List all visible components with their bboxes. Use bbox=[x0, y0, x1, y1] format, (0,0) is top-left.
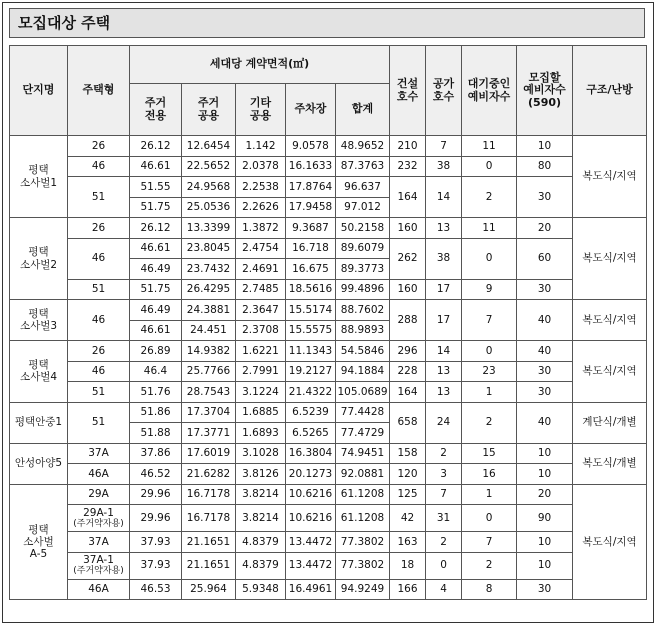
area-total: 89.6079 bbox=[336, 238, 390, 259]
area-total: 97.012 bbox=[336, 197, 390, 218]
area-parking: 13.4472 bbox=[286, 532, 336, 553]
area-exclusive: 51.88 bbox=[130, 423, 182, 444]
area-common: 17.3771 bbox=[182, 423, 236, 444]
house-type-note: (주거약자용) bbox=[73, 518, 124, 529]
area-parking: 16.675 bbox=[286, 259, 336, 280]
built-units: 125 bbox=[390, 484, 426, 505]
waiting-count: 7 bbox=[462, 532, 517, 553]
built-units: 18 bbox=[390, 552, 426, 579]
area-parking: 16.1633 bbox=[286, 156, 336, 177]
table-row bbox=[10, 361, 647, 382]
house-type: 29A bbox=[68, 484, 130, 505]
area-common: 24.3881 bbox=[182, 300, 236, 321]
area-exclusive: 37.93 bbox=[130, 552, 182, 579]
house-type: 26 bbox=[68, 136, 130, 157]
area-total: 50.2158 bbox=[336, 218, 390, 239]
table-row bbox=[10, 279, 647, 300]
area-total: 77.4729 bbox=[336, 423, 390, 444]
vacant-units: 38 bbox=[426, 238, 462, 279]
built-units: 210 bbox=[390, 136, 426, 157]
complex-name: 평택 소사벌4 bbox=[10, 341, 68, 403]
area-common: 14.9382 bbox=[182, 341, 236, 362]
area-common: 17.6019 bbox=[182, 443, 236, 464]
area-total: 99.4896 bbox=[336, 279, 390, 300]
area-exclusive: 46.53 bbox=[130, 579, 182, 600]
header-recruit: 모집할 예비자수 (590) bbox=[517, 46, 573, 136]
area-exclusive: 51.55 bbox=[130, 177, 182, 198]
house-type-note: (주거약자용) bbox=[73, 566, 124, 577]
built-units: 42 bbox=[390, 505, 426, 532]
area-other: 2.4754 bbox=[236, 238, 286, 259]
recruit-count: 40 bbox=[517, 341, 573, 362]
area-other: 2.4691 bbox=[236, 259, 286, 280]
area-other: 2.0378 bbox=[236, 156, 286, 177]
house-type bbox=[68, 552, 130, 579]
area-total: 88.9893 bbox=[336, 320, 390, 341]
area-exclusive: 51.76 bbox=[130, 382, 182, 403]
area-total: 77.4428 bbox=[336, 402, 390, 423]
built-units: 166 bbox=[390, 579, 426, 600]
area-exclusive: 37.93 bbox=[130, 532, 182, 553]
area-common: 25.7766 bbox=[182, 361, 236, 382]
area-exclusive: 46.61 bbox=[130, 238, 182, 259]
area-other: 1.6221 bbox=[236, 341, 286, 362]
area-other: 2.3708 bbox=[236, 320, 286, 341]
area-other: 4.8379 bbox=[236, 552, 286, 579]
area-total: 77.3802 bbox=[336, 552, 390, 579]
page-title: 모집대상 주택 bbox=[9, 8, 645, 38]
area-other: 4.8379 bbox=[236, 532, 286, 553]
table-row bbox=[10, 136, 647, 157]
recruit-count: 10 bbox=[517, 532, 573, 553]
area-parking: 16.3804 bbox=[286, 443, 336, 464]
recruit-count: 80 bbox=[517, 156, 573, 177]
built-units: 164 bbox=[390, 177, 426, 218]
house-type: 51 bbox=[68, 382, 130, 403]
vacant-units: 0 bbox=[426, 552, 462, 579]
vacant-units: 13 bbox=[426, 361, 462, 382]
built-units: 164 bbox=[390, 382, 426, 403]
waiting-count: 2 bbox=[462, 402, 517, 443]
waiting-count: 8 bbox=[462, 579, 517, 600]
area-other: 3.1224 bbox=[236, 382, 286, 403]
recruit-count: 30 bbox=[517, 177, 573, 218]
vacant-units: 24 bbox=[426, 402, 462, 443]
area-exclusive: 51.75 bbox=[130, 197, 182, 218]
header-type: 주택형 bbox=[68, 46, 130, 136]
vacant-units: 4 bbox=[426, 579, 462, 600]
area-common: 26.4295 bbox=[182, 279, 236, 300]
table-row bbox=[10, 156, 647, 177]
area-common: 16.7178 bbox=[182, 484, 236, 505]
area-total: 54.5846 bbox=[336, 341, 390, 362]
area-other: 2.2626 bbox=[236, 197, 286, 218]
waiting-count: 0 bbox=[462, 156, 517, 177]
area-common: 24.9568 bbox=[182, 177, 236, 198]
area-other: 2.2538 bbox=[236, 177, 286, 198]
table-row bbox=[10, 532, 647, 553]
recruit-count: 40 bbox=[517, 402, 573, 443]
vacant-units: 17 bbox=[426, 279, 462, 300]
structure-heating: 복도식/지역 bbox=[573, 300, 647, 341]
complex-name: 평택 소사벌2 bbox=[10, 218, 68, 300]
header-parking: 주차장 bbox=[286, 84, 336, 136]
area-parking: 16.4961 bbox=[286, 579, 336, 600]
area-total: 94.1884 bbox=[336, 361, 390, 382]
recruit-count: 10 bbox=[517, 464, 573, 485]
area-common: 21.1651 bbox=[182, 552, 236, 579]
built-units: 120 bbox=[390, 464, 426, 485]
table-row bbox=[10, 505, 647, 532]
area-other: 3.1028 bbox=[236, 443, 286, 464]
table-row bbox=[10, 300, 647, 321]
area-parking: 15.5174 bbox=[286, 300, 336, 321]
area-common: 23.7432 bbox=[182, 259, 236, 280]
header-structure: 구조/난방 bbox=[573, 46, 647, 136]
table-body bbox=[10, 136, 647, 600]
house-type: 37A bbox=[68, 443, 130, 464]
header-waiting: 대기중인 예비자수 bbox=[462, 46, 517, 136]
area-exclusive: 51.75 bbox=[130, 279, 182, 300]
built-units: 658 bbox=[390, 402, 426, 443]
built-units: 262 bbox=[390, 238, 426, 279]
vacant-units: 7 bbox=[426, 484, 462, 505]
vacant-units: 17 bbox=[426, 300, 462, 341]
waiting-count: 0 bbox=[462, 341, 517, 362]
area-other: 1.6885 bbox=[236, 402, 286, 423]
structure-heating: 복도식/지역 bbox=[573, 136, 647, 218]
table-row bbox=[10, 579, 647, 600]
area-other: 2.7485 bbox=[236, 279, 286, 300]
area-exclusive: 46.61 bbox=[130, 156, 182, 177]
waiting-count: 0 bbox=[462, 505, 517, 532]
area-other: 1.3872 bbox=[236, 218, 286, 239]
vacant-units: 38 bbox=[426, 156, 462, 177]
table-row bbox=[10, 218, 647, 239]
area-other: 5.9348 bbox=[236, 579, 286, 600]
waiting-count: 2 bbox=[462, 552, 517, 579]
area-common: 28.7543 bbox=[182, 382, 236, 403]
built-units: 160 bbox=[390, 279, 426, 300]
vacant-units: 2 bbox=[426, 532, 462, 553]
house-type: 37A bbox=[68, 532, 130, 553]
waiting-count: 16 bbox=[462, 464, 517, 485]
table-row bbox=[10, 382, 647, 403]
recruit-count: 10 bbox=[517, 552, 573, 579]
area-common: 22.5652 bbox=[182, 156, 236, 177]
built-units: 296 bbox=[390, 341, 426, 362]
area-parking: 20.1273 bbox=[286, 464, 336, 485]
table-row bbox=[10, 341, 647, 362]
header-supply: 공가 호수 bbox=[426, 46, 462, 136]
area-common: 13.3399 bbox=[182, 218, 236, 239]
header-exclusive: 주거 전용 bbox=[130, 84, 182, 136]
built-units: 160 bbox=[390, 218, 426, 239]
recruit-count: 40 bbox=[517, 300, 573, 341]
vacant-units: 13 bbox=[426, 382, 462, 403]
house-type: 51 bbox=[68, 402, 130, 443]
house-type: 46 bbox=[68, 156, 130, 177]
waiting-count: 1 bbox=[462, 484, 517, 505]
vacant-units: 2 bbox=[426, 443, 462, 464]
house-type-label: 29A-1 bbox=[83, 506, 114, 519]
area-common: 16.7178 bbox=[182, 505, 236, 532]
vacant-units: 14 bbox=[426, 341, 462, 362]
waiting-count: 7 bbox=[462, 300, 517, 341]
area-exclusive: 46.49 bbox=[130, 300, 182, 321]
recruit-count: 30 bbox=[517, 382, 573, 403]
header-common: 주거 공용 bbox=[182, 84, 236, 136]
header-other: 기타 공용 bbox=[236, 84, 286, 136]
vacant-units: 31 bbox=[426, 505, 462, 532]
house-type-label: 37A-1 bbox=[83, 554, 114, 567]
area-exclusive: 26.89 bbox=[130, 341, 182, 362]
header-complex: 단지명 bbox=[10, 46, 68, 136]
recruit-count: 30 bbox=[517, 361, 573, 382]
area-other: 1.6893 bbox=[236, 423, 286, 444]
recruit-count: 90 bbox=[517, 505, 573, 532]
built-units: 228 bbox=[390, 361, 426, 382]
structure-heating: 복도식/개별 bbox=[573, 443, 647, 484]
table-row bbox=[10, 177, 647, 198]
area-parking: 17.9458 bbox=[286, 197, 336, 218]
built-units: 232 bbox=[390, 156, 426, 177]
area-exclusive: 26.12 bbox=[130, 136, 182, 157]
house-type bbox=[68, 505, 130, 532]
housing-table bbox=[9, 45, 647, 600]
area-common: 25.0536 bbox=[182, 197, 236, 218]
area-total: 105.0689 bbox=[336, 382, 390, 403]
area-parking: 21.4322 bbox=[286, 382, 336, 403]
complex-name: 안성아양5 bbox=[10, 443, 68, 484]
complex-name: 평택안중1 bbox=[10, 402, 68, 443]
house-type: 46 bbox=[68, 300, 130, 341]
area-exclusive: 46.49 bbox=[130, 259, 182, 280]
vacant-units: 7 bbox=[426, 136, 462, 157]
area-parking: 13.4472 bbox=[286, 552, 336, 579]
area-total: 87.3763 bbox=[336, 156, 390, 177]
area-other: 3.8214 bbox=[236, 484, 286, 505]
table-row bbox=[10, 484, 647, 505]
area-parking: 18.5616 bbox=[286, 279, 336, 300]
area-parking: 9.3687 bbox=[286, 218, 336, 239]
built-units: 158 bbox=[390, 443, 426, 464]
area-parking: 19.2127 bbox=[286, 361, 336, 382]
header-built: 건설 호수 bbox=[390, 46, 426, 136]
recruit-count: 30 bbox=[517, 579, 573, 600]
area-common: 21.1651 bbox=[182, 532, 236, 553]
structure-heating: 복도식/지역 bbox=[573, 484, 647, 600]
vacant-units: 14 bbox=[426, 177, 462, 218]
area-other: 2.3647 bbox=[236, 300, 286, 321]
area-exclusive: 46.52 bbox=[130, 464, 182, 485]
area-common: 23.8045 bbox=[182, 238, 236, 259]
area-parking: 15.5575 bbox=[286, 320, 336, 341]
table-row bbox=[10, 238, 647, 259]
area-common: 25.964 bbox=[182, 579, 236, 600]
area-common: 17.3704 bbox=[182, 402, 236, 423]
area-parking: 11.1343 bbox=[286, 341, 336, 362]
built-units: 163 bbox=[390, 532, 426, 553]
waiting-count: 0 bbox=[462, 238, 517, 279]
recruit-count: 60 bbox=[517, 238, 573, 279]
vacant-units: 3 bbox=[426, 464, 462, 485]
area-exclusive: 46.61 bbox=[130, 320, 182, 341]
area-exclusive: 29.96 bbox=[130, 484, 182, 505]
house-type: 46A bbox=[68, 579, 130, 600]
header-area-group: 세대당 계약면적(㎡) bbox=[130, 46, 390, 84]
house-type: 26 bbox=[68, 218, 130, 239]
built-units: 288 bbox=[390, 300, 426, 341]
waiting-count: 11 bbox=[462, 218, 517, 239]
area-parking: 10.6216 bbox=[286, 505, 336, 532]
area-total: 74.9451 bbox=[336, 443, 390, 464]
structure-heating: 계단식/개별 bbox=[573, 402, 647, 443]
house-type: 26 bbox=[68, 341, 130, 362]
complex-name: 평택 소사벌 A-5 bbox=[10, 484, 68, 600]
area-total: 94.9249 bbox=[336, 579, 390, 600]
area-total: 88.7602 bbox=[336, 300, 390, 321]
area-common: 21.6282 bbox=[182, 464, 236, 485]
area-exclusive: 46.4 bbox=[130, 361, 182, 382]
area-exclusive: 26.12 bbox=[130, 218, 182, 239]
area-total: 92.0881 bbox=[336, 464, 390, 485]
area-other: 3.8214 bbox=[236, 505, 286, 532]
area-parking: 16.718 bbox=[286, 238, 336, 259]
table-row bbox=[10, 464, 647, 485]
area-other: 1.142 bbox=[236, 136, 286, 157]
area-exclusive: 37.86 bbox=[130, 443, 182, 464]
recruit-count: 10 bbox=[517, 443, 573, 464]
header-total: 합계 bbox=[336, 84, 390, 136]
area-common: 12.6454 bbox=[182, 136, 236, 157]
area-total: 48.9652 bbox=[336, 136, 390, 157]
house-type: 46 bbox=[68, 361, 130, 382]
area-parking: 9.0578 bbox=[286, 136, 336, 157]
house-type: 46A bbox=[68, 464, 130, 485]
area-exclusive: 29.96 bbox=[130, 505, 182, 532]
area-total: 61.1208 bbox=[336, 505, 390, 532]
area-exclusive: 51.86 bbox=[130, 402, 182, 423]
area-common: 24.451 bbox=[182, 320, 236, 341]
area-total: 77.3802 bbox=[336, 532, 390, 553]
waiting-count: 2 bbox=[462, 177, 517, 218]
waiting-count: 9 bbox=[462, 279, 517, 300]
waiting-count: 11 bbox=[462, 136, 517, 157]
recruit-count: 30 bbox=[517, 279, 573, 300]
area-other: 3.8126 bbox=[236, 464, 286, 485]
structure-heating: 복도식/지역 bbox=[573, 341, 647, 403]
waiting-count: 15 bbox=[462, 443, 517, 464]
table-row bbox=[10, 443, 647, 464]
table-row bbox=[10, 552, 647, 579]
complex-name: 평택 소사벌3 bbox=[10, 300, 68, 341]
waiting-count: 1 bbox=[462, 382, 517, 403]
waiting-count: 23 bbox=[462, 361, 517, 382]
area-parking: 17.8764 bbox=[286, 177, 336, 198]
area-parking: 6.5265 bbox=[286, 423, 336, 444]
house-type: 51 bbox=[68, 279, 130, 300]
area-other: 2.7991 bbox=[236, 361, 286, 382]
complex-name: 평택 소사벌1 bbox=[10, 136, 68, 218]
vacant-units: 13 bbox=[426, 218, 462, 239]
recruit-count: 20 bbox=[517, 218, 573, 239]
table-row bbox=[10, 402, 647, 423]
house-type: 51 bbox=[68, 177, 130, 218]
recruit-count: 10 bbox=[517, 136, 573, 157]
structure-heating: 복도식/지역 bbox=[573, 218, 647, 300]
area-total: 61.1208 bbox=[336, 484, 390, 505]
area-parking: 6.5239 bbox=[286, 402, 336, 423]
recruit-count: 20 bbox=[517, 484, 573, 505]
area-parking: 10.6216 bbox=[286, 484, 336, 505]
area-total: 89.3773 bbox=[336, 259, 390, 280]
house-type: 46 bbox=[68, 238, 130, 279]
area-total: 96.637 bbox=[336, 177, 390, 198]
